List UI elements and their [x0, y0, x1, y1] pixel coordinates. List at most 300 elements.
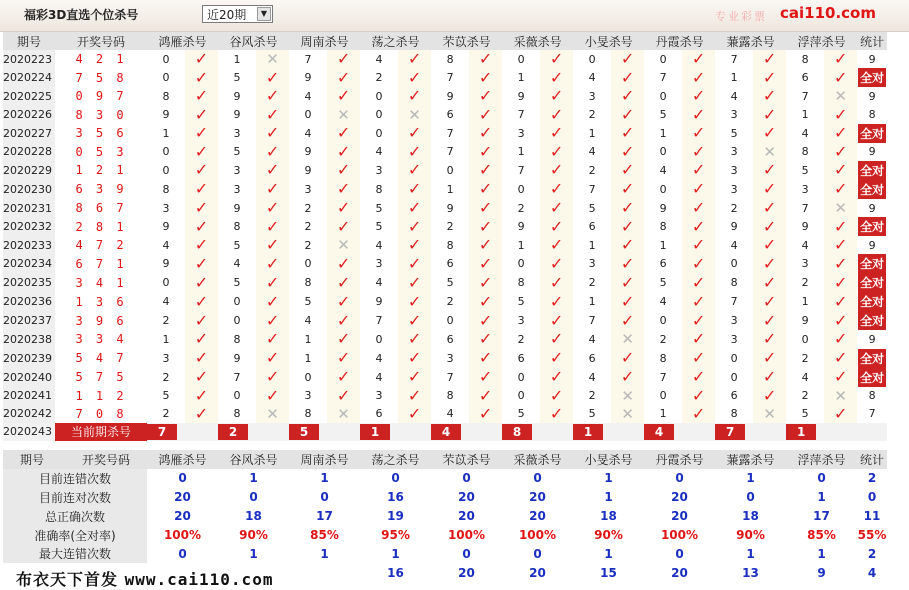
kill-value: 8	[786, 50, 824, 68]
current-kill-cell	[573, 423, 611, 441]
stats-row-label: 目前连对次数	[3, 488, 147, 507]
kill-value: 0	[573, 50, 611, 68]
check-icon: ✓	[540, 330, 573, 348]
stat-cell: 9	[868, 238, 876, 252]
kill-value: 5	[644, 106, 682, 124]
check-icon: ✓	[185, 87, 218, 105]
stats-value: 20	[671, 490, 688, 505]
issue-cell: 2020231	[3, 199, 55, 217]
kill-value: 1	[502, 236, 540, 254]
column-header: 丹霞杀号	[644, 32, 715, 50]
all-correct-badge: 全对	[858, 68, 886, 87]
kill-value: 6	[431, 254, 469, 273]
current-kill-pad	[611, 423, 644, 441]
stats-value: 20	[671, 509, 688, 524]
all-correct-badge: 全对	[858, 368, 886, 387]
check-icon: ✓	[540, 217, 573, 236]
stats-value: 19	[387, 509, 404, 524]
kill-value: 6	[360, 405, 398, 423]
check-icon: ✓	[682, 368, 715, 387]
cross-icon: ✕	[327, 106, 360, 124]
all-correct-badge: 全对	[858, 311, 886, 330]
kill-value: 1	[218, 50, 256, 68]
current-kill-cell	[715, 423, 753, 441]
kill-value: 7	[289, 50, 327, 68]
stats-value: 20	[529, 565, 546, 580]
kill-value: 5	[786, 161, 824, 180]
kill-value: 8	[147, 87, 185, 105]
kill-value: 1	[431, 180, 469, 199]
stats-col-code: 开奖号码	[82, 452, 131, 467]
kill-table	[3, 32, 887, 441]
stats-row-label: 总正确次数	[3, 507, 147, 526]
current-kill-pad	[824, 423, 857, 441]
issue-cell: 2020238	[3, 330, 55, 348]
current-kill-label: 当前期杀号	[55, 423, 147, 441]
kill-value: 9	[147, 217, 185, 236]
check-icon: ✓	[824, 254, 857, 273]
kill-value: 3	[360, 254, 398, 273]
current-kill-cell	[360, 423, 398, 441]
stats-value: 0	[462, 471, 471, 486]
current-kill-badge: 5	[289, 424, 319, 440]
check-icon: ✓	[540, 68, 573, 87]
kill-value: 5	[573, 405, 611, 423]
check-icon: ✓	[753, 387, 786, 405]
kill-value: 0	[715, 349, 753, 368]
check-icon: ✓	[469, 124, 502, 143]
kill-value: 5	[218, 143, 256, 161]
issue-cell: 2020239	[3, 349, 55, 368]
kill-value: 8	[431, 50, 469, 68]
table-row	[3, 254, 887, 273]
check-icon: ✓	[753, 349, 786, 368]
draw-number: 0 9 7	[75, 89, 127, 104]
kill-value: 4	[147, 292, 185, 311]
stats-value: 20	[174, 509, 191, 524]
kill-value: 0	[289, 254, 327, 273]
stat-cell	[857, 68, 887, 87]
table-row	[3, 106, 887, 124]
check-icon: ✓	[327, 368, 360, 387]
stats-value: 17	[813, 509, 830, 524]
kill-value: 1	[644, 405, 682, 423]
kill-value: 4	[786, 236, 824, 254]
kill-value: 4	[573, 330, 611, 348]
check-icon: ✓	[398, 405, 431, 423]
check-icon: ✓	[824, 161, 857, 180]
stats-value: 90%	[736, 528, 765, 542]
kill-value: 2	[289, 217, 327, 236]
current-kill-cell	[502, 423, 540, 441]
check-icon: ✓	[824, 368, 857, 387]
kill-value: 0	[289, 368, 327, 387]
draw-number: 4 2 1	[75, 52, 127, 67]
stats-value: 0	[178, 546, 187, 561]
check-icon: ✓	[682, 311, 715, 330]
draw-number: 1 2 1	[75, 163, 127, 178]
check-icon: ✓	[540, 387, 573, 405]
kill-value: 6	[644, 254, 682, 273]
check-icon: ✓	[540, 106, 573, 124]
check-icon: ✓	[682, 236, 715, 254]
check-icon: ✓	[753, 273, 786, 292]
issue-cell: 2020236	[3, 292, 55, 311]
all-correct-badge: 全对	[858, 217, 886, 236]
kill-value: 7	[431, 368, 469, 387]
check-icon: ✓	[611, 368, 644, 387]
check-icon: ✓	[469, 217, 502, 236]
kill-value: 2	[289, 236, 327, 254]
check-icon: ✓	[540, 236, 573, 254]
check-icon: ✓	[753, 180, 786, 199]
cross-icon: ✕	[824, 387, 857, 405]
issue-cell: 2020240	[3, 368, 55, 387]
stats-row	[3, 526, 887, 545]
current-kill-cell	[786, 423, 824, 441]
footer-text: 布衣天下首发	[16, 570, 119, 589]
kill-value: 4	[289, 87, 327, 105]
check-icon: ✓	[185, 387, 218, 405]
check-icon: ✓	[327, 124, 360, 143]
check-icon: ✓	[824, 50, 857, 68]
check-icon: ✓	[540, 273, 573, 292]
chevron-down-icon[interactable]: ▼	[257, 7, 271, 21]
stats-value: 9	[817, 565, 826, 580]
kill-value: 9	[431, 87, 469, 105]
current-kill-pad	[398, 423, 431, 441]
all-correct-badge: 全对	[858, 349, 886, 368]
check-icon: ✓	[824, 273, 857, 292]
stat-cell	[857, 368, 887, 387]
stats-value: 1	[320, 471, 329, 486]
kill-value: 0	[147, 161, 185, 180]
check-icon: ✓	[753, 199, 786, 217]
column-header: 鸿雁杀号	[147, 32, 218, 50]
kill-value: 2	[289, 199, 327, 217]
draw-number: 8 6 7	[75, 201, 127, 216]
check-icon: ✓	[611, 161, 644, 180]
cross-icon: ✕	[753, 405, 786, 423]
check-icon: ✓	[540, 405, 573, 423]
kill-value: 1	[644, 236, 682, 254]
table-row	[3, 68, 887, 87]
check-icon: ✓	[611, 87, 644, 105]
kill-value: 0	[218, 311, 256, 330]
kill-value: 4	[715, 236, 753, 254]
kill-value: 4	[644, 161, 682, 180]
check-icon: ✓	[824, 68, 857, 87]
stats-value: 90%	[239, 528, 268, 542]
draw-number: 7 0 8	[75, 406, 127, 421]
stats-value: 17	[316, 509, 333, 524]
check-icon: ✓	[753, 50, 786, 68]
issue-cell: 2020228	[3, 143, 55, 161]
kill-value: 9	[289, 161, 327, 180]
issue-cell: 2020233	[3, 236, 55, 254]
check-icon: ✓	[753, 217, 786, 236]
check-icon: ✓	[185, 236, 218, 254]
kill-value: 0	[502, 50, 540, 68]
check-icon: ✓	[824, 236, 857, 254]
stats-value: 1	[249, 471, 258, 486]
stat-cell: 9	[868, 201, 876, 215]
check-icon: ✓	[540, 87, 573, 105]
stat-cell	[857, 311, 887, 330]
check-icon: ✓	[540, 254, 573, 273]
check-icon: ✓	[682, 87, 715, 105]
kill-value: 0	[360, 330, 398, 348]
kill-value: 4	[360, 273, 398, 292]
kill-value: 3	[218, 124, 256, 143]
check-icon: ✓	[824, 405, 857, 423]
check-icon: ✓	[469, 180, 502, 199]
table-row	[3, 180, 887, 199]
cross-icon: ✕	[256, 405, 289, 423]
issue-cell: 2020227	[3, 124, 55, 143]
kill-value: 3	[573, 254, 611, 273]
current-kill-cell	[289, 423, 327, 441]
kill-value: 4	[786, 368, 824, 387]
check-icon: ✓	[753, 311, 786, 330]
check-icon: ✓	[185, 217, 218, 236]
check-icon: ✓	[682, 180, 715, 199]
check-icon: ✓	[469, 236, 502, 254]
kill-value: 2	[573, 273, 611, 292]
stat-cell: 9	[868, 332, 876, 346]
stats-value: 13	[742, 565, 759, 580]
stats-value: 4	[867, 565, 877, 580]
check-icon: ✓	[753, 292, 786, 311]
kill-value: 7	[502, 161, 540, 180]
check-icon: ✓	[327, 349, 360, 368]
draw-number: 3 4 1	[75, 275, 127, 290]
check-icon: ✓	[185, 311, 218, 330]
check-icon: ✓	[398, 349, 431, 368]
kill-value: 4	[786, 124, 824, 143]
issue-cell: 2020230	[3, 180, 55, 199]
check-icon: ✓	[256, 387, 289, 405]
kill-value: 7	[573, 311, 611, 330]
cross-icon: ✕	[824, 87, 857, 105]
check-icon: ✓	[753, 87, 786, 105]
check-icon: ✓	[469, 387, 502, 405]
check-icon: ✓	[398, 387, 431, 405]
check-icon: ✓	[398, 292, 431, 311]
check-icon: ✓	[185, 124, 218, 143]
kill-value: 7	[431, 143, 469, 161]
current-issue: 2020243	[3, 423, 55, 441]
kill-value: 4	[360, 236, 398, 254]
issue-cell: 2020232	[3, 217, 55, 236]
stats-col-issue: 期号	[19, 452, 44, 467]
kill-value: 4	[360, 50, 398, 68]
page-title: 福彩3D直选个位杀号	[24, 8, 139, 22]
kill-value: 9	[147, 106, 185, 124]
draw-number: 5 7 5	[75, 370, 127, 384]
kill-value: 4	[715, 87, 753, 105]
issue-cell: 2020234	[3, 254, 55, 273]
kill-value: 2	[573, 387, 611, 405]
kill-value: 2	[715, 199, 753, 217]
table-row	[3, 87, 887, 105]
check-icon: ✓	[256, 236, 289, 254]
check-icon: ✓	[824, 143, 857, 161]
kill-value: 9	[786, 217, 824, 236]
kill-value: 5	[218, 236, 256, 254]
kill-value: 0	[360, 106, 398, 124]
kill-value: 1	[786, 292, 824, 311]
current-kill-badge: 1	[573, 424, 603, 440]
issue-cell: 2020224	[3, 68, 55, 87]
check-icon: ✓	[682, 124, 715, 143]
kill-value: 3	[218, 180, 256, 199]
check-icon: ✓	[256, 180, 289, 199]
kill-value: 3	[289, 180, 327, 199]
table-row	[3, 199, 887, 217]
draw-number: 1 3 6	[75, 294, 127, 309]
kill-value: 8	[644, 349, 682, 368]
stats-row-label: 准确率(全对率)	[3, 526, 147, 545]
kill-value: 3	[147, 349, 185, 368]
kill-value: 0	[502, 368, 540, 387]
check-icon: ✓	[256, 199, 289, 217]
current-kill-pad	[327, 423, 360, 441]
period-select[interactable]	[202, 5, 273, 23]
kill-value: 0	[715, 368, 753, 387]
check-icon: ✓	[256, 368, 289, 387]
draw-number: 1 1 2	[75, 388, 127, 403]
kill-value: 4	[289, 311, 327, 330]
draw-number: 7 5 8	[75, 70, 127, 85]
check-icon: ✓	[611, 236, 644, 254]
kill-value: 5	[360, 217, 398, 236]
kill-value: 0	[786, 330, 824, 348]
kill-value: 2	[147, 311, 185, 330]
check-icon: ✓	[398, 368, 431, 387]
check-icon: ✓	[256, 217, 289, 236]
current-kill-cell	[218, 423, 256, 441]
check-icon: ✓	[540, 124, 573, 143]
stats-header	[3, 450, 887, 469]
all-correct-badge: 全对	[858, 180, 886, 199]
draw-number: 6 3 9	[75, 182, 127, 197]
kill-value: 1	[786, 106, 824, 124]
check-icon: ✓	[185, 330, 218, 348]
check-icon: ✓	[753, 330, 786, 348]
kill-value: 0	[502, 387, 540, 405]
check-icon: ✓	[611, 254, 644, 273]
stat-cell	[857, 217, 887, 236]
brand-logo[interactable]: cai110.com	[780, 4, 876, 22]
kill-value: 0	[218, 387, 256, 405]
kill-value: 2	[573, 161, 611, 180]
kill-value: 9	[147, 254, 185, 273]
check-icon: ✓	[327, 161, 360, 180]
stats-value: 18	[245, 509, 262, 524]
stats-value: 0	[867, 490, 877, 505]
table-row	[3, 387, 887, 405]
check-icon: ✓	[256, 87, 289, 105]
column-header: 统计	[857, 32, 887, 50]
kill-value: 8	[502, 273, 540, 292]
kill-value: 7	[431, 124, 469, 143]
kill-value: 9	[289, 68, 327, 87]
stats-value: 2	[867, 471, 877, 486]
draw-number: 3 5 6	[75, 126, 127, 141]
stats-value: 1	[604, 471, 613, 486]
check-icon: ✓	[611, 349, 644, 368]
cross-icon: ✕	[398, 106, 431, 124]
stats-column-header: 周南杀号	[289, 450, 360, 469]
stats-column-header: 浮萍杀号	[786, 450, 857, 469]
stats-value: 20	[458, 565, 475, 580]
kill-value: 1	[502, 143, 540, 161]
check-icon: ✓	[469, 50, 502, 68]
check-icon: ✓	[682, 330, 715, 348]
kill-value: 0	[147, 50, 185, 68]
kill-value: 2	[431, 217, 469, 236]
check-icon: ✓	[753, 124, 786, 143]
kill-value: 9	[431, 199, 469, 217]
table-row	[3, 368, 887, 387]
check-icon: ✓	[611, 106, 644, 124]
check-icon: ✓	[327, 311, 360, 330]
kill-value: 5	[573, 199, 611, 217]
check-icon: ✓	[682, 199, 715, 217]
stats-row-label: 目前连错次数	[3, 469, 147, 488]
kill-value: 6	[431, 330, 469, 348]
check-icon: ✓	[185, 199, 218, 217]
kill-value: 0	[147, 143, 185, 161]
check-icon: ✓	[256, 254, 289, 273]
check-icon: ✓	[256, 124, 289, 143]
kill-value: 3	[360, 161, 398, 180]
kill-value: 3	[715, 180, 753, 199]
column-header: 期号	[3, 32, 55, 50]
stat-cell	[857, 124, 887, 143]
stats-value: 18	[742, 509, 759, 524]
check-icon: ✓	[682, 50, 715, 68]
current-kill-badge: 8	[502, 424, 532, 440]
check-icon: ✓	[540, 368, 573, 387]
cross-icon: ✕	[327, 236, 360, 254]
stats-value: 1	[249, 546, 258, 561]
stat-cell: 8	[868, 389, 876, 403]
kill-value: 8	[147, 180, 185, 199]
check-icon: ✓	[611, 217, 644, 236]
column-header: 荡之杀号	[360, 32, 431, 50]
kill-value: 0	[644, 143, 682, 161]
current-kill-cell	[147, 423, 185, 441]
footer-url[interactable]: www.cai110.com	[124, 570, 274, 589]
current-kill-pad	[185, 423, 218, 441]
table-header	[3, 32, 887, 50]
kill-value: 8	[644, 217, 682, 236]
column-header: 周南杀号	[289, 32, 360, 50]
check-icon: ✓	[185, 273, 218, 292]
check-icon: ✓	[824, 180, 857, 199]
stats-value: 0	[746, 490, 755, 505]
stats-row-label: 最大连错次数	[3, 544, 147, 563]
check-icon: ✓	[327, 68, 360, 87]
kill-value: 4	[573, 368, 611, 387]
stat-cell	[857, 349, 887, 368]
check-icon: ✓	[185, 368, 218, 387]
current-kill-cell	[644, 423, 682, 441]
check-icon: ✓	[398, 273, 431, 292]
stat-cell: 7	[868, 407, 876, 421]
